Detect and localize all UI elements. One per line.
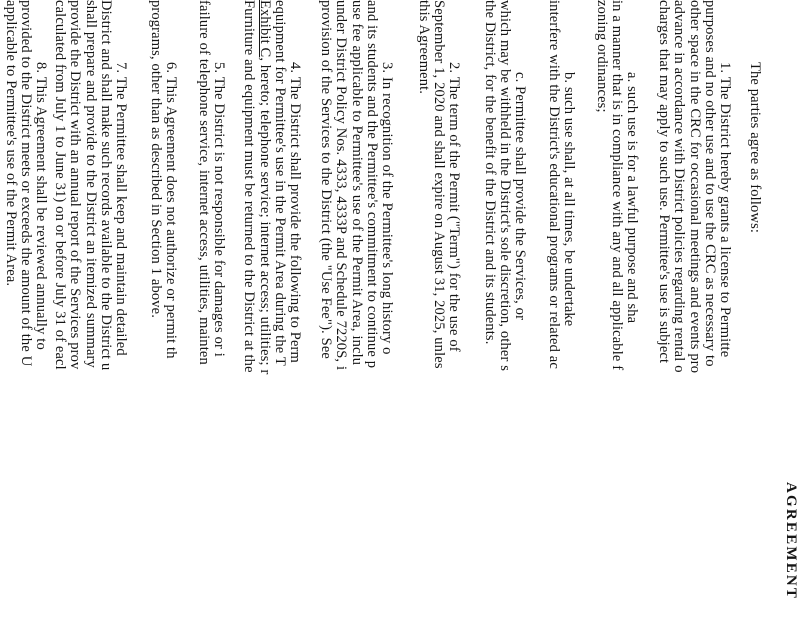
section-1-line: charges that may apply to such use. Permittee's use is subject (656, 0, 673, 364)
section-1b-line: interfere with the District's educational programs or related ac (545, 0, 562, 369)
section-1a-line: a. such use is for a lawful purpose and sha (624, 72, 640, 324)
section-4-line: Exhibit C, hereto; telephone service; internet access; utilities; r (256, 0, 273, 375)
section-1c-line: the District, for the benefit of the District and its students. (481, 0, 498, 345)
section-3-line: use fee applicable to Permittee's use of the Permit Area, inclu (348, 0, 365, 366)
section-7-line: calculated from July 1 to June 31) on or before July 31 of eacl (52, 0, 69, 370)
section-1b-line: b. such use shall, at all times, be undertake (561, 72, 577, 327)
section-7 (52, 0, 128, 370)
section-1a (593, 0, 639, 370)
section-3-line: and its students and the Permittee's commitment to continue p (363, 0, 380, 369)
exhibit-c-reference: Exhibit C (256, 0, 273, 58)
section-2-line: 2. The term of the Permit ("Term") for the use of (446, 62, 462, 352)
section-3-line: 3. In recognition of the Permittee's long history o (379, 62, 395, 355)
section-6 (148, 0, 178, 359)
section-2 (415, 0, 461, 369)
section-1a-line: in a manner that is in compliance with any and all applicable f (608, 0, 625, 371)
section-3-line: under District Policy Nos. 4333, 4333P and Schedule 7220S, i (333, 0, 350, 371)
section-7-line: shall prepare and provide to the District an itemized summary (82, 0, 99, 368)
section-1-line: purposes and no other use and to use the CRC as necessary to (701, 0, 718, 367)
section-1-line: 1. The District hereby grants a license to Permitte (717, 62, 733, 358)
section-8-line: provided to the District meets or exceeds the amount of the U (17, 0, 34, 367)
section-5-line: failure of telephone service, internet access, utilities, mainten (195, 0, 212, 365)
agreement-heading: AGREEMENT (783, 482, 799, 601)
section-3-line: provision of the Services to the District (the "Use Fee"). See (318, 0, 335, 359)
section-1a-line: zoning ordinances; (593, 0, 610, 113)
section-1 (656, 0, 732, 373)
section-7-line: District and shall make such records available to the District u (97, 0, 114, 371)
section-7-line: provide the District with an annual report of the Services prov (67, 0, 84, 370)
section-3 (318, 0, 394, 370)
section-5-line: 5. The District is not responsible for damages or i (211, 62, 227, 357)
section-4 (241, 0, 302, 374)
section-1-line: other space in the CRC for occasional meetings and events pro (686, 0, 703, 374)
section-4-line: equipment for Permittee's use in the Permit Area during the T (271, 0, 288, 366)
section-6-line: 6. This Agreement does not authorize or permit th (163, 62, 179, 359)
section-8 (2, 0, 48, 366)
section-4-line: 4. The District shall provide the following to Perm (287, 62, 303, 363)
section-7-line: 7. The Permittee shall keep and maintain detailed (113, 62, 129, 356)
section-8-line: applicable to Permittee's use of the Permit Area. (2, 0, 19, 287)
section-1c-line: which may be withheld in the District's sole discretion, other s (496, 0, 513, 372)
section-1c (481, 0, 527, 371)
section-5 (196, 0, 226, 365)
section-2-line: September 1, 2020 and shall expire on August 31, 2025, unles (430, 0, 447, 369)
section-1b (546, 0, 576, 369)
section-2-line: this Agreement. (415, 0, 432, 95)
intro-line: The parties agree as follows: (747, 62, 763, 234)
section-6-line: programs, other than as described in Section 1 above. (147, 0, 164, 319)
section-1-line: advance in accordance with District policies regarding rental o (671, 0, 688, 373)
section-8-line: 8. This Agreement shall be reviewed annually to (33, 62, 49, 350)
section-4-line: Furniture and equipment must be returned to the District at the (241, 0, 258, 373)
section-1c-line: c. Permittee shall provide the Services, or (512, 72, 528, 321)
intro-paragraph (747, 0, 762, 233)
